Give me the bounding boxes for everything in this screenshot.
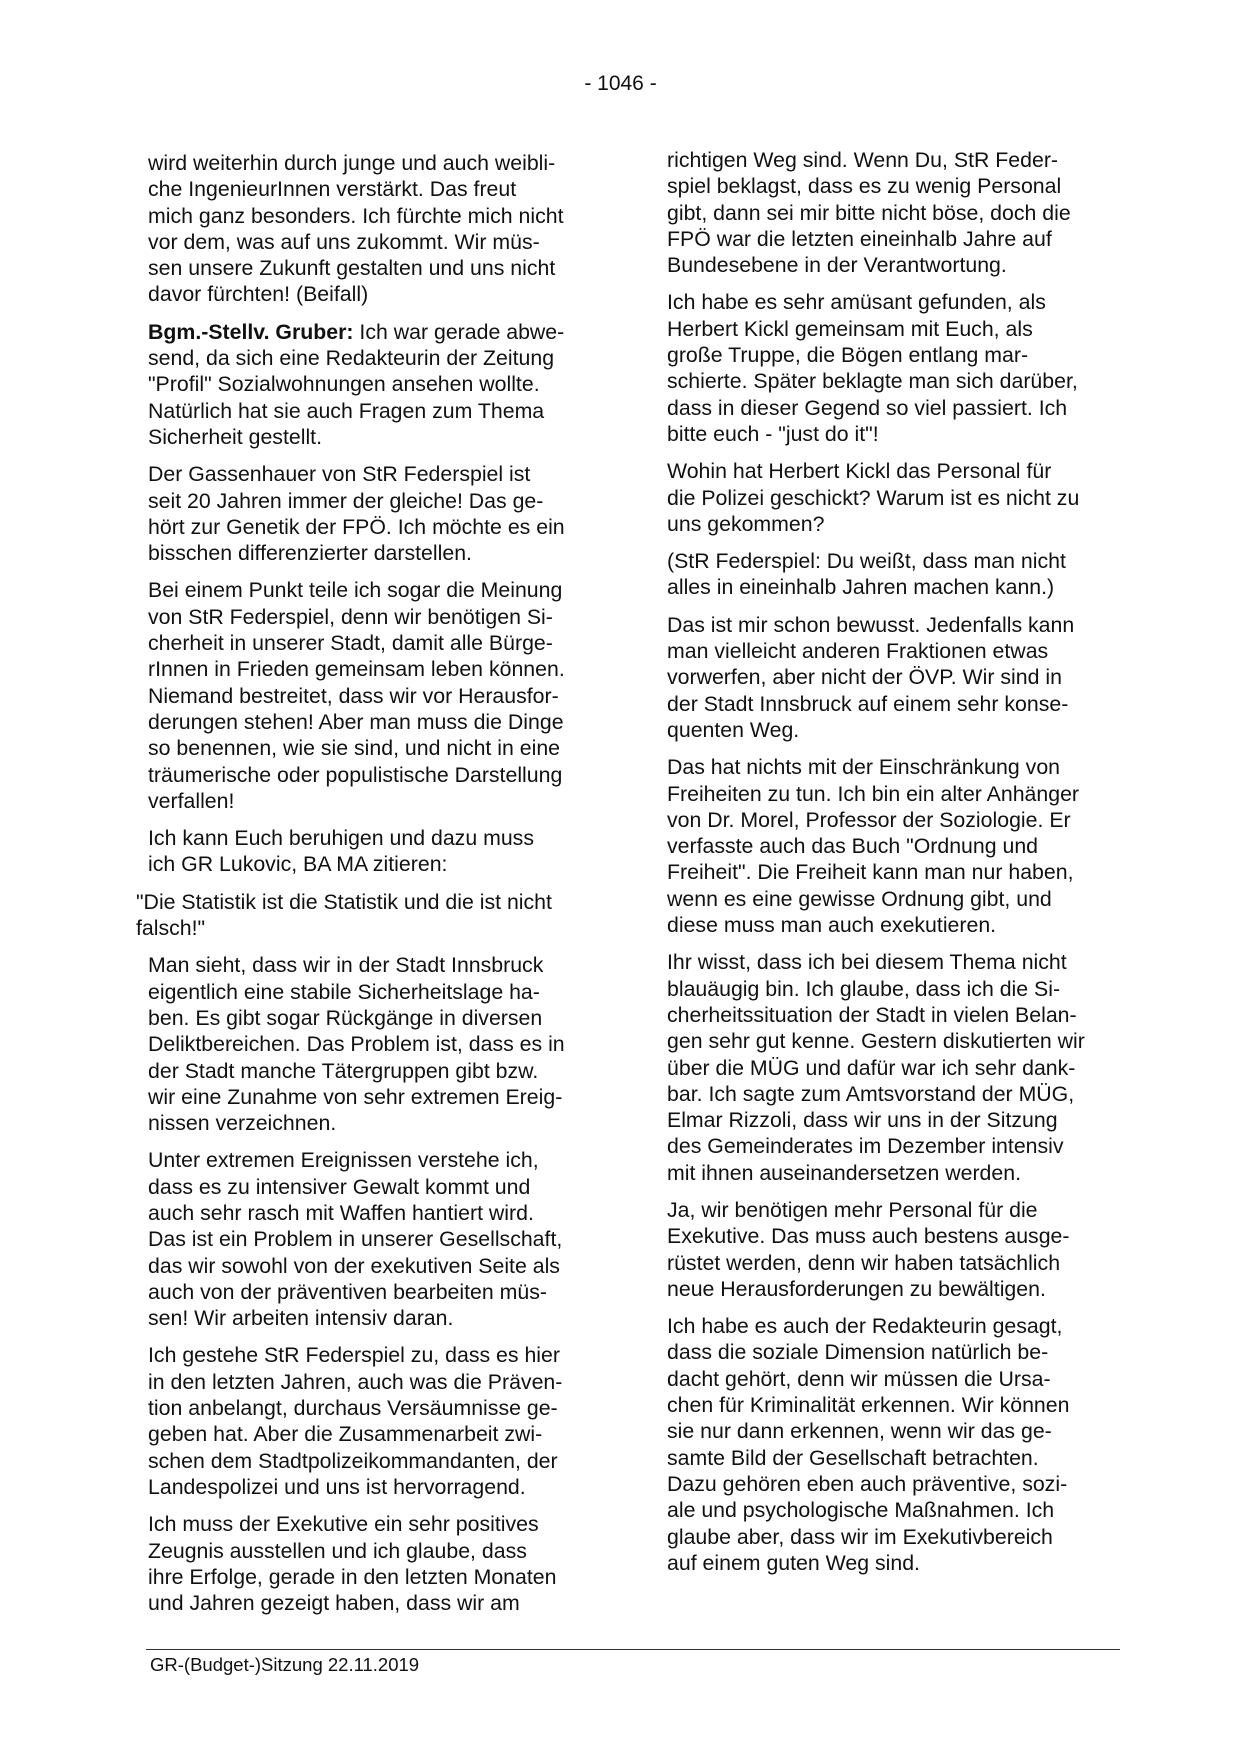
paragraph: Ja, wir benötigen mehr Personal für die Exekutive. Das muss auch bestens ausge- rüstet werden, denn wir haben tatsächlich neue Herausforderungen zu bewältigen. [667, 1197, 1070, 1301]
paragraph: Man sieht, dass wir in der Stadt Innsbruck eigentlich eine stabile Sicherheitslage ha- ben. Es gibt sogar Rückgänge in diversen Deliktbereichen. Das Problem ist, dass es in der Stadt manche Tätergruppen gibt bzw. wir eine Zunahme von sehr extremen Ereig- nissen verzeichnen. [148, 953, 565, 1136]
paragraph: Das hat nichts mit der Einschränkung von Freiheiten zu tun. Ich bin ein alter Anhänger von Dr. Morel, Professor der Soziologie. Er verfasste auch das Buch "Ordnung und Freiheit". Die Freiheit kann man nur haben, wenn es eine gewisse Ordnung gibt, und diese muss man auch exekutieren. [667, 755, 1080, 938]
paragraph: Ich gestehe StR Federspiel zu, dass es hier in den letzten Jahren, auch was die Präven- tion anbelangt, durchaus Versäumnisse ge- geben hat. Aber die Zusammenarbeit zwi- schen dem Stadtpolizeikommandanten, der Landespolizei und uns ist hervorragend. [148, 1343, 563, 1499]
paragraph: Der Gassenhauer von StR Federspiel ist seit 20 Jahren immer der gleiche! Das ge- hört zur Genetik der FPÖ. Ich möchte es ein bisschen differenzierter darstellen. [148, 462, 565, 566]
paragraph: Bei einem Punkt teile ich sogar die Meinung von StR Federspiel, denn wir benötigen Si- cherheit in unserer Stadt, damit alle Bürge- rInnen in Frieden gemeinsam leben können. Niemand bestreitet, dass wir vor Herausfor- derungen stehen! Aber man muss die Dinge so benennen, wie sie sind, und nicht in eine träumerische oder populistische Darstellung verfallen! [148, 578, 565, 813]
quote-paragraph: "Die Statistik ist die Statistik und die ist nicht falsch!" [136, 889, 552, 941]
speaker-text: Ich war gerade abwe- send, da sich eine Redakteurin der Zeitung "Profil" Sozialwohnungen ansehen wollte. Natürlich hat sie auch Fragen zum Thema Sicherheit gestellt. [148, 319, 565, 449]
paragraph: Unter extremen Ereignissen verstehe ich, dass es zu intensiver Gewalt kommt und auch sehr rasch mit Waffen hantiert wird. Das ist ein Problem in unserer Gesellschaft, das wir sowohl von der exekutiven Seite als auch von der präventiven bearbeiten müs- sen! Wir arbeiten intensiv daran. [148, 1148, 563, 1331]
paragraph: Ihr wisst, dass ich bei diesem Thema nicht blauäugig bin. Ich glaube, dass ich die Si- cherheitssituation der Stadt in vielen Belan- gen sehr gut kenne. Gestern diskutierten wir über die MÜG und dafür war ich sehr dank- bar. Ich sagte zum Amtsvorstand der MÜG, Elmar Rizzoli, dass wir uns in der Sitzung des Gemeinderates im Dezember intensiv mit ihnen auseinandersetzen werden. [667, 950, 1085, 1185]
right-column [667, 147, 1109, 1587]
speaker-name: Bgm.-Stellv. Gruber: [148, 319, 354, 344]
speaker-paragraph [148, 319, 590, 450]
paragraph: Ich habe es auch der Redakteurin gesagt, dass die soziale Dimension natürlich be- dacht gehört, denn wir müssen die Ursa- chen für Kriminalität erkennen. Wir können sie nur dann erkennen, wenn wir das ge- samte Bild der Gesellschaft betrachten. Dazu gehören eben auch präventive, sozi- ale und psychologische Maßnahmen. Ich glaube aber, dass wir im Exekutivbereich auf einem guten Weg sind. [667, 1314, 1070, 1575]
footer-divider [146, 1649, 1120, 1650]
paragraph: Ich habe es sehr amüsant gefunden, als Herbert Kickl gemeinsam mit Euch, als große Truppe, die Bögen entlang mar- schierte. Später beklagte man sich darüber, dass in dieser Gegend so viel passiert. Ich bitte euch - "just do it"! [667, 290, 1078, 446]
paragraph: Wohin hat Herbert Kickl das Personal für die Polizei geschickt? Warum ist es nicht zu uns gekommen? [667, 459, 1080, 536]
page-number: - 1046 - [584, 72, 657, 95]
paragraph: Ich kann Euch beruhigen und dazu muss ich GR Lukovic, BA MA zitieren: [148, 826, 534, 877]
paragraph: wird weiterhin durch junge und auch weibli- che IngenieurInnen verstärkt. Das freut mich ganz besonders. Ich fürchte mich nicht vor dem, was auf uns zukommt. Wir müs- sen unsere Zukunft gestalten und uns nicht davor fürchten! (Beifall) [148, 151, 564, 307]
interjection-paragraph: (StR Federspiel: Du weißt, dass man nicht alles in eineinhalb Jahren machen kann.) [667, 549, 1066, 600]
paragraph: richtigen Weg sind. Wenn Du, StR Feder- spiel beklagst, dass es zu wenig Personal gibt, dann sei mir bitte nicht böse, doch die FPÖ war die letzten eineinhalb Jahre auf Bundesebene in der Verantwortung. [667, 148, 1071, 278]
paragraph: Ich muss der Exekutive ein sehr positives Zeugnis ausstellen und ich glaube, dass ihre Erfolge, gerade in den letzten Monaten und Jahren gezeigt haben, dass wir am [148, 1512, 557, 1616]
left-column [136, 150, 590, 1627]
paragraph: Das ist mir schon bewusst. Jedenfalls kann man vielleicht anderen Fraktionen etwas vorwerfen, aber nicht der ÖVP. Wir sind in der Stadt Innsbruck auf einem sehr konse- quenten Weg. [667, 612, 1075, 742]
footer-text: GR-(Budget-)Sitzung 22.11.2019 [150, 1654, 420, 1675]
